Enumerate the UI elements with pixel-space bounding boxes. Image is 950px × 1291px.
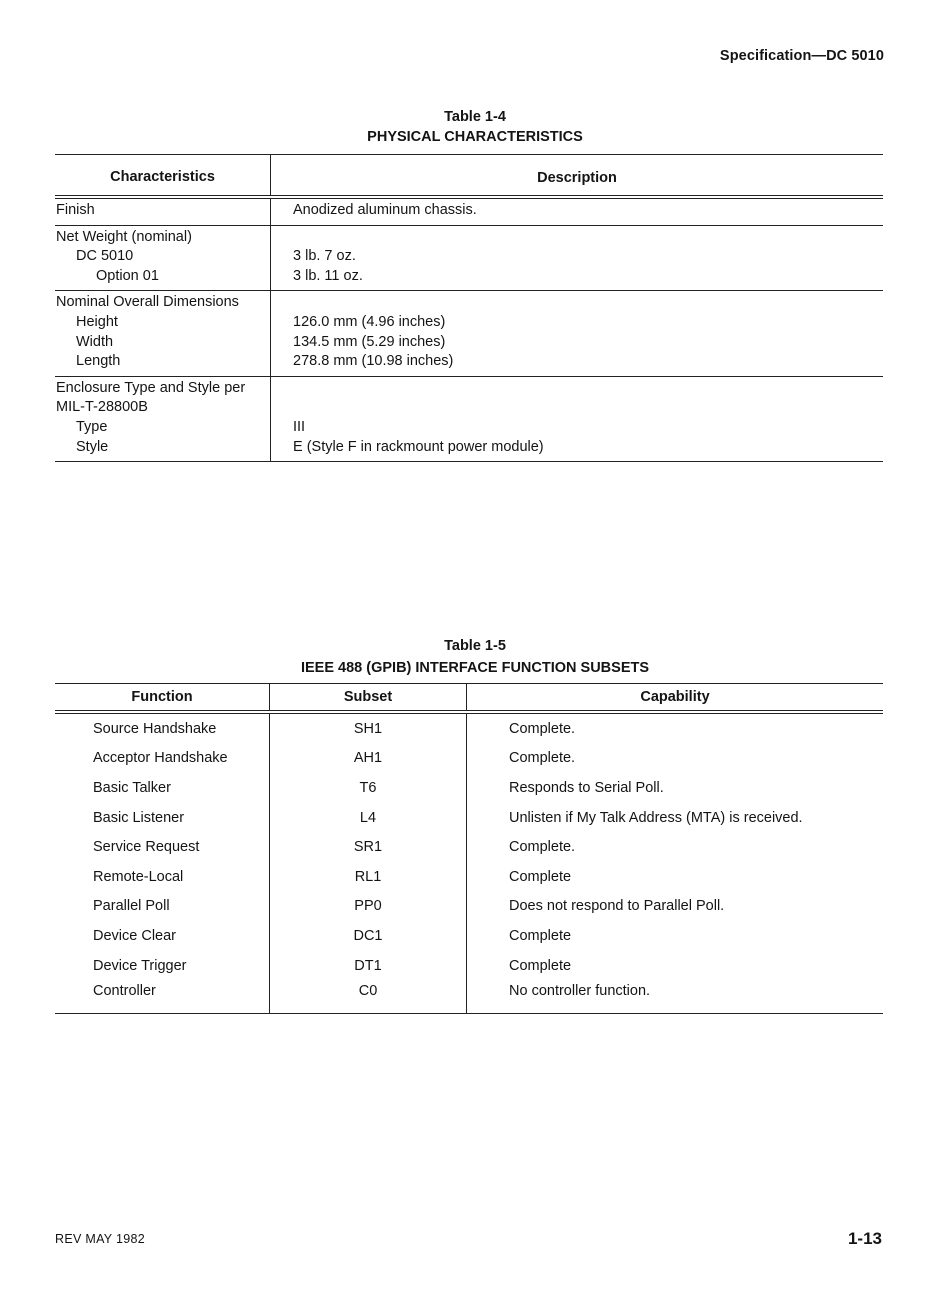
weight-option01-label: Option 01 xyxy=(96,267,159,284)
cell-capability: No controller function. xyxy=(467,980,884,1014)
cell-function: Basic Listener xyxy=(55,803,270,833)
length-value: 278.8 mm (10.98 inches) xyxy=(293,353,454,370)
width-value: 134.5 mm (5.29 inches) xyxy=(293,333,446,350)
weight-label: Net Weight (nominal) xyxy=(56,228,192,245)
column-header-subset: Subset xyxy=(270,684,467,713)
table-row xyxy=(55,803,883,833)
cell-description xyxy=(271,225,884,291)
running-header: Specification—DC 5010 xyxy=(719,48,884,64)
cell-subset: C0 xyxy=(270,980,467,1014)
type-value: III xyxy=(293,418,306,435)
table-1-5-caption xyxy=(0,636,950,678)
cell-characteristic xyxy=(55,225,271,291)
finish-value: Anodized aluminum chassis. xyxy=(293,202,477,218)
physical-characteristics-table xyxy=(55,154,883,462)
cell-function: Acceptor Handshake xyxy=(55,744,270,774)
cell-capability: Complete. xyxy=(509,720,576,737)
enclosure-label-line1: Enclosure Type and Style per xyxy=(56,379,246,396)
cell-subset: RL1 xyxy=(270,862,467,892)
table-row xyxy=(55,951,883,981)
cell-capability: Unlisten if My Talk Address (MTA) is received. xyxy=(509,809,803,826)
column-header-capability: Capability xyxy=(467,684,884,713)
cell-subset: L4 xyxy=(270,803,467,833)
cell-capability: Complete xyxy=(509,927,572,944)
table-1-5-title: IEEE 488 (GPIB) INTERFACE FUNCTION SUBSETS xyxy=(300,660,650,676)
cell-subset: T6 xyxy=(270,773,467,803)
style-label: Style xyxy=(76,438,109,455)
cell-description xyxy=(271,291,884,376)
width-label: Width xyxy=(76,333,114,350)
table-row xyxy=(55,773,883,803)
table-row xyxy=(55,291,883,376)
cell-characteristic xyxy=(55,291,271,376)
style-value: E (Style F in rackmount power module) xyxy=(293,438,544,455)
cell-function: Source Handshake xyxy=(55,712,270,744)
table-1-4-number: Table 1-4 xyxy=(444,109,506,125)
cell-function: Service Request xyxy=(55,832,270,862)
cell-characteristic xyxy=(55,197,271,225)
cell-function: Device Clear xyxy=(55,921,270,951)
cell-description xyxy=(271,197,884,225)
height-value: 126.0 mm (4.96 inches) xyxy=(293,313,446,330)
cell-capability: Does not respond to Parallel Poll. xyxy=(509,898,725,915)
table-row xyxy=(55,832,883,862)
table-row xyxy=(55,744,883,774)
cell-characteristic xyxy=(55,376,271,461)
cell-capability: Complete xyxy=(509,868,572,885)
cell-subset: SR1 xyxy=(270,832,467,862)
cell-subset: PP0 xyxy=(270,892,467,922)
table-1-4-title: PHYSICAL CHARACTERISTICS xyxy=(367,129,583,145)
revision-date: REV MAY 1982 xyxy=(55,1232,145,1246)
cell-subset: DC1 xyxy=(270,921,467,951)
cell-function: Remote-Local xyxy=(55,862,270,892)
table-row xyxy=(55,225,883,291)
table-row xyxy=(55,892,883,922)
cell-subset: AH1 xyxy=(270,744,467,774)
dimensions-label: Nominal Overall Dimensions xyxy=(56,294,239,311)
cell-capability: Complete. xyxy=(509,839,576,856)
cell-function: Parallel Poll xyxy=(55,892,270,922)
column-header-function: Function xyxy=(55,684,270,713)
table-row xyxy=(55,197,883,225)
interface-function-subsets-table xyxy=(55,683,883,1014)
table-1-4-caption xyxy=(0,107,950,147)
weight-option01-value: 3 lb. 11 oz. xyxy=(293,267,363,284)
table-header-row xyxy=(55,684,883,713)
finish-label: Finish xyxy=(56,202,95,218)
column-header-characteristics: Characteristics xyxy=(55,155,271,198)
column-header-description: Description xyxy=(271,155,884,198)
weight-dc5010-label: DC 5010 xyxy=(76,248,134,265)
table-row xyxy=(55,980,883,1014)
cell-capability: Complete xyxy=(509,957,572,974)
cell-function: Basic Talker xyxy=(55,773,270,803)
weight-dc5010-value: 3 lb. 7 oz. xyxy=(293,248,356,265)
cell-function: Device Trigger xyxy=(55,951,270,981)
cell-function: Controller xyxy=(55,980,270,1014)
table-row xyxy=(55,712,883,744)
page-number: 1-13 xyxy=(847,1229,882,1248)
height-label: Height xyxy=(76,313,118,330)
cell-capability: Responds to Serial Poll. xyxy=(509,779,664,796)
table-header-row xyxy=(55,155,883,198)
table-row xyxy=(55,921,883,951)
cell-capability: Complete. xyxy=(509,750,576,767)
table-row xyxy=(55,376,883,461)
table-row xyxy=(55,862,883,892)
type-label: Type xyxy=(76,418,108,435)
length-label: Length xyxy=(76,353,121,370)
table-1-5-number: Table 1-5 xyxy=(444,638,506,654)
cell-description xyxy=(271,376,884,461)
enclosure-label-line2: MIL-T-28800B xyxy=(56,399,148,416)
cell-subset: DT1 xyxy=(270,951,467,981)
cell-subset: SH1 xyxy=(270,712,467,744)
